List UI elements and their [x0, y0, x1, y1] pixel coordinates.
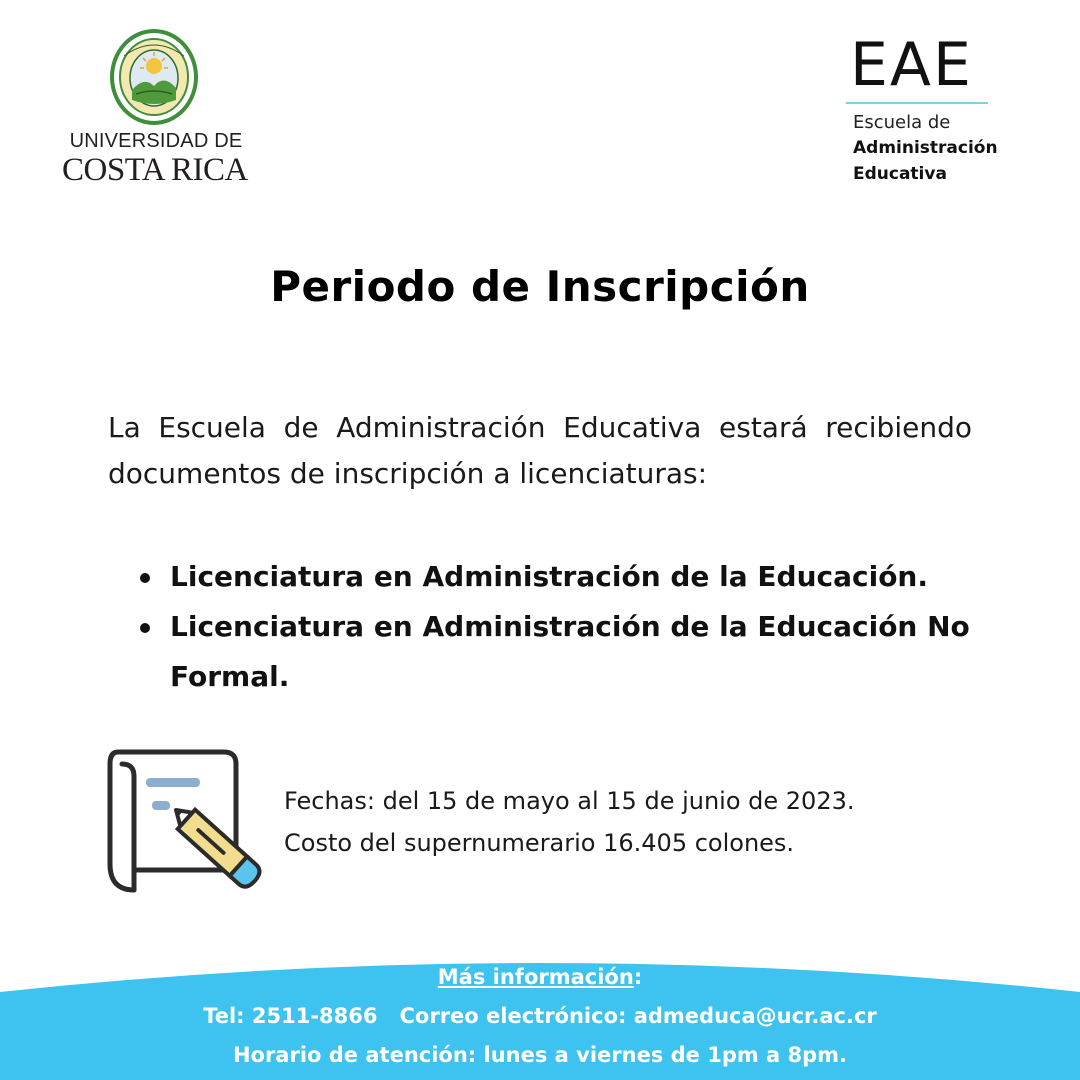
- ucr-logo: [62, 28, 248, 188]
- eae-name-line1: Escuela de: [853, 112, 951, 133]
- page-title: Periodo de Inscripción: [270, 262, 810, 311]
- ucr-name-line1: UNIVERSIDAD DE: [69, 130, 243, 152]
- more-info-link[interactable]: Más información: [437, 965, 634, 989]
- eae-logo: [846, 30, 1036, 190]
- contact-footer: [0, 940, 1080, 1080]
- eae-divider: [846, 102, 988, 104]
- registration-cost: Costo del supernumerario 16.405 colones.: [284, 829, 795, 857]
- ucr-name-line2: COSTA RICA: [62, 152, 248, 188]
- intro-paragraph: La Escuela de Administración Educativa estará recibiendo documentos de inscripción a licenciaturas:: [108, 411, 972, 490]
- eae-name-line2: Administración: [853, 138, 998, 158]
- more-info-colon: :: [633, 965, 643, 989]
- programs-list: [136, 552, 996, 702]
- contact-info: [0, 958, 1080, 1075]
- registration-details: [284, 780, 984, 864]
- contact-email[interactable]: Correo electrónico: admeduca@ucr.ac.cr: [399, 1004, 877, 1028]
- eae-name-line3: Educativa: [853, 164, 947, 184]
- document-with-pencil-icon: [104, 744, 272, 900]
- registration-dates: Fechas: del 15 de mayo al 15 de junio de 2023.: [284, 787, 855, 815]
- eae-acronym: EAE: [850, 30, 973, 100]
- contact-phone: Tel: 2511-8866: [203, 1004, 378, 1028]
- office-hours: Horario de atención: lunes a viernes de 1pm a 8pm.: [232, 1043, 848, 1067]
- list-item: Licenciatura en Administración de la Educación No Formal.: [136, 602, 996, 702]
- list-item: Licenciatura en Administración de la Educación.: [136, 552, 996, 602]
- university-seal-icon: [110, 28, 198, 126]
